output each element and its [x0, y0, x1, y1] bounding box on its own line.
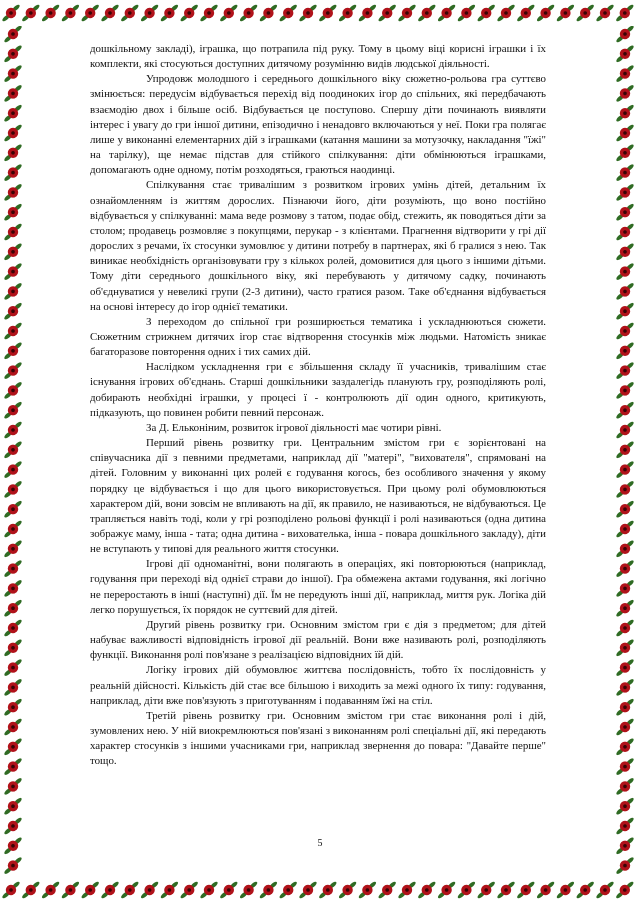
paragraph-11: Третій рівень розвитку гри. Основним змістом гри стає виконання ролі і дій, зумовлених нею. У ній виокремлюються пов'язані з виконанням ролі спеціальні дії, які передають характер стосунків з іншими учасниками гри, наприклад звернення до повара: "Давайте перше" тощо. — [90, 709, 547, 768]
flower-ornament-icon — [595, 4, 614, 23]
flower-ornament-icon — [3, 341, 22, 360]
flower-ornament-icon — [3, 658, 22, 677]
flower-ornament-icon — [80, 4, 99, 23]
flower-ornament-icon — [3, 718, 22, 737]
flower-ornament-icon — [615, 619, 634, 638]
ornamental-border-top — [0, 0, 638, 26]
flower-ornament-icon — [615, 658, 634, 677]
flower-ornament-icon — [615, 322, 634, 341]
flower-ornament-icon — [417, 4, 436, 23]
flower-ornament-icon — [3, 440, 22, 459]
flower-ornament-icon — [437, 4, 456, 23]
flower-ornament-icon — [338, 4, 357, 23]
flower-ornament-icon — [556, 4, 575, 23]
flower-ornament-icon — [457, 881, 476, 900]
flower-ornament-icon — [3, 500, 22, 519]
flower-ornament-icon — [615, 44, 634, 63]
flower-ornament-icon — [3, 124, 22, 143]
flower-ornament-icon — [3, 698, 22, 717]
flower-ornament-icon — [476, 881, 495, 900]
flower-ornament-icon — [259, 4, 278, 23]
flower-ornament-icon — [239, 881, 258, 900]
flower-ornament-icon — [615, 579, 634, 598]
flower-ornament-icon — [100, 881, 119, 900]
flower-ornament-icon — [3, 539, 22, 558]
flower-ornament-icon — [3, 757, 22, 776]
flower-ornament-icon — [3, 579, 22, 598]
paragraph-6: За Д. Ельконіним, розвиток ігрової діяльності має чотири рівні. — [146, 421, 442, 434]
flower-ornament-icon — [615, 381, 634, 400]
flower-ornament-icon — [615, 777, 634, 796]
flower-ornament-icon — [3, 84, 22, 103]
flower-ornament-icon — [615, 242, 634, 261]
flower-ornament-icon — [615, 881, 634, 900]
flower-ornament-icon — [377, 881, 396, 900]
paragraph-5: Наслідком ускладнення гри є збільшення складу її учасників, тривалішим стає існування ігрових об'єднань. Старші дошкільники заздалегідь планують гру, розподіляють ролі, добирають необхідні іграшки, у процесі ї - контролюють дії один одного, критикують, підказують, що повинен робити певний персонаж. — [90, 361, 546, 419]
flower-ornament-icon — [615, 480, 634, 499]
flower-ornament-icon — [496, 4, 515, 23]
flower-ornament-icon — [3, 44, 22, 63]
flower-ornament-icon — [3, 262, 22, 281]
flower-ornament-icon — [3, 856, 22, 875]
flower-ornament-icon — [3, 480, 22, 499]
flower-ornament-icon — [615, 797, 634, 816]
flower-ornament-icon — [3, 302, 22, 321]
flower-ornament-icon — [179, 881, 198, 900]
paragraph-3: Спілкування стає тривалішим з розвитком ігрових умінь дітей, детальним їх ознайомленням із життям дорослих. Пізнаючи його, діти розуміють, що воно постійно відбувається у спілкуванні: мама веде розмову з татом, подає обід, стежить, як поводяться діти за столом; продавець розмовляє з покупцями, перукар - з клієнтами. Прагнення відтворити у грі дії дорослих з речами, їх стосунки зумовлює у дитини потребу в партнерах, які б гралися з нею. Так виникає необхідність організовувати гру з кількох ролей, домовитися для цього з іншими дітьми. Тому діти середнього дошкільного віку, які перебувають у дитячому садку, починають об'єднуватися у невеликі групи (2-3 дитини), часто гратися разом. Таке об'єднання відбувається на основі інтересу до ігор однієї тематики. — [90, 179, 546, 313]
border-ornament-svg — [0, 877, 638, 903]
flower-ornament-icon — [615, 718, 634, 737]
flower-ornament-icon — [3, 223, 22, 242]
border-ornament-svg — [0, 0, 638, 26]
ornamental-border-right — [612, 26, 638, 877]
flower-ornament-icon — [615, 836, 634, 855]
flower-ornament-icon — [3, 282, 22, 301]
flower-ornament-icon — [41, 881, 60, 900]
flower-ornament-icon — [3, 836, 22, 855]
flower-ornament-icon — [160, 4, 179, 23]
paragraph-9: Другий рівень розвитку гри. Основним змістом гри є дія з предметом; для дітей набуває важливості відповідність ігрової дії реальній. Вони вже називають ролі, розподіляють функції. Виконання ролі пов'язане з реалізацією відповідних їй дій. — [90, 618, 546, 662]
paragraph-8: Ігрові дії одноманітні, вони полягають в операціях, які повторюються (наприклад, годування при переході від однієї страви до іншої). Гра обмежена актами годування, які логічно не переростають в інші (наступні) дії. Їм не передують інші дії, наприклад, миття рук. Логіка дій легко порушується, їх порядок не суттєвий для дітей. — [90, 558, 546, 616]
flower-ornament-icon — [615, 223, 634, 242]
flower-ornament-icon — [516, 4, 535, 23]
paragraph-4: З переходом до спільної гри розширюється тематика і ускладнюються сюжети. Сюжетним стрижнем дитячих ігор стає відтворення стосунків між людьми. Натомість зникає багаторазове повторення одних і тих самих дій. — [90, 315, 546, 359]
flower-ornament-icon — [615, 440, 634, 459]
flower-ornament-icon — [615, 678, 634, 697]
flower-ornament-icon — [615, 559, 634, 578]
flower-ornament-icon — [615, 64, 634, 83]
flower-ornament-icon — [1, 881, 20, 900]
border-ornament-svg — [0, 26, 26, 877]
flower-ornament-icon — [3, 104, 22, 123]
flower-ornament-icon — [239, 4, 258, 23]
flower-ornament-icon — [318, 4, 337, 23]
flower-ornament-icon — [615, 757, 634, 776]
flower-ornament-icon — [120, 4, 139, 23]
paragraph-10: Логіку ігрових дій обумовлює життєва послідовність, тобто їх послідовність у реальній дійсності. Кількість дій стає все більшою і виходить за межі одного їх типу: годування, наприклад, діти вже пов'язують з приготуванням і подаванням їжі на стіл. — [90, 664, 546, 707]
ornamental-border-bottom — [0, 877, 638, 903]
flower-ornament-icon — [536, 881, 555, 900]
flower-ornament-icon — [615, 341, 634, 360]
document-page — [90, 42, 546, 862]
flower-ornament-icon — [615, 421, 634, 440]
flower-ornament-icon — [358, 4, 377, 23]
flower-ornament-icon — [3, 520, 22, 539]
flower-ornament-icon — [536, 4, 555, 23]
flower-ornament-icon — [615, 203, 634, 222]
flower-ornament-icon — [595, 881, 614, 900]
flower-ornament-icon — [298, 881, 317, 900]
flower-ornament-icon — [437, 881, 456, 900]
flower-ornament-icon — [41, 4, 60, 23]
flower-ornament-icon — [259, 881, 278, 900]
flower-ornament-icon — [575, 881, 594, 900]
paragraph-2: Упродовж молодшого і середнього дошкільного віку сюжетно-рольова гра суттєво змінюється: передусім відбувається перехід від поодиноких ігор до спільних, які передбачають взаємодію двох і більше осіб. Відбувається це поступово. Спершу діти починають виявляти інтерес і увагу до гри іншої дитини, епізодично і ненадовго включаються у неї. Поки гра полягає лише у виконанні елементарних дій з іграшками (катання машини за мотузочку, накладання "їжі" на тарілку), ще немає підстав для стійкого спілкування: діти обмінюються іграшками, допомагають одне одному, потім розходяться, граються наодинці. — [90, 73, 546, 177]
flower-ornament-icon — [120, 881, 139, 900]
flower-ornament-icon — [615, 26, 634, 43]
flower-ornament-icon — [3, 817, 22, 836]
flower-ornament-icon — [615, 124, 634, 143]
flower-ornament-icon — [3, 797, 22, 816]
flower-ornament-icon — [3, 242, 22, 261]
flower-ornament-icon — [61, 881, 80, 900]
flower-ornament-icon — [496, 881, 515, 900]
flower-ornament-icon — [615, 599, 634, 618]
flower-ornament-icon — [278, 881, 297, 900]
flower-ornament-icon — [3, 599, 22, 618]
flower-ornament-icon — [1, 4, 20, 23]
flower-ornament-icon — [615, 856, 634, 875]
flower-ornament-icon — [219, 881, 238, 900]
flower-ornament-icon — [615, 4, 634, 23]
flower-ornament-icon — [21, 881, 40, 900]
flower-ornament-icon — [615, 520, 634, 539]
flower-ornament-icon — [417, 881, 436, 900]
flower-ornament-icon — [3, 421, 22, 440]
paragraph-1: дошкільному закладі), іграшка, що потрапила під руку. Тому в цьому віці корисні іграшки і їх комплекти, які стосуються доступних дитячому розумінню видів людської діяльності. — [90, 43, 546, 71]
flower-ornament-icon — [80, 881, 99, 900]
flower-ornament-icon — [3, 777, 22, 796]
flower-ornament-icon — [160, 881, 179, 900]
flower-ornament-icon — [3, 638, 22, 657]
flower-ornament-icon — [615, 539, 634, 558]
flower-ornament-icon — [615, 104, 634, 123]
flower-ornament-icon — [298, 4, 317, 23]
flower-ornament-icon — [615, 163, 634, 182]
flower-ornament-icon — [3, 619, 22, 638]
flower-ornament-icon — [3, 678, 22, 697]
ornamental-border-left — [0, 26, 26, 877]
flower-ornament-icon — [338, 881, 357, 900]
flower-ornament-icon — [3, 559, 22, 578]
flower-ornament-icon — [397, 4, 416, 23]
flower-ornament-icon — [3, 183, 22, 202]
flower-ornament-icon — [3, 322, 22, 341]
flower-ornament-icon — [140, 881, 159, 900]
flower-ornament-icon — [3, 381, 22, 400]
paragraph-7: Перший рівень розвитку гри. Центральним змістом гри є зорієнтовані на співучасника дії з певними предметами, наприклад дії "матері", "вихователя", спрямовані на дітей. Головним у виконанні цих ролей є годування когось, без особливого значення у якому порядку це відбувається і що для цього використовується. При цьому ролі обумовлюються характером дій, вони зовсім не впливають на дії, як правило, не називаються, не відбуваються. Це трапляється навіть тоді, коли у грі розподілено рольові функції і ролі називаються (одна дитина зображує маму, інша - тата; одна дитина - вихователька, інша - повара дошкільного закладу), діти не вступають у типові для реального життя стосунки. — [90, 437, 546, 556]
flower-ornament-icon — [3, 64, 22, 83]
flower-ornament-icon — [3, 203, 22, 222]
flower-ornament-icon — [278, 4, 297, 23]
flower-ornament-icon — [377, 4, 396, 23]
flower-ornament-icon — [100, 4, 119, 23]
flower-ornament-icon — [3, 737, 22, 756]
flower-ornament-icon — [615, 262, 634, 281]
flower-ornament-icon — [615, 698, 634, 717]
flower-ornament-icon — [61, 4, 80, 23]
flower-ornament-icon — [457, 4, 476, 23]
flower-ornament-icon — [615, 737, 634, 756]
flower-ornament-icon — [3, 26, 22, 43]
flower-ornament-icon — [3, 163, 22, 182]
flower-ornament-icon — [615, 460, 634, 479]
flower-ornament-icon — [318, 881, 337, 900]
flower-ornament-icon — [615, 183, 634, 202]
flower-ornament-icon — [3, 460, 22, 479]
flower-ornament-icon — [476, 4, 495, 23]
flower-ornament-icon — [615, 500, 634, 519]
flower-ornament-icon — [199, 4, 218, 23]
flower-ornament-icon — [3, 143, 22, 162]
flower-ornament-icon — [199, 881, 218, 900]
flower-ornament-icon — [615, 84, 634, 103]
flower-ornament-icon — [575, 4, 594, 23]
flower-ornament-icon — [358, 881, 377, 900]
flower-ornament-icon — [615, 817, 634, 836]
flower-ornament-icon — [556, 881, 575, 900]
border-ornament-svg — [612, 26, 638, 877]
flower-ornament-icon — [21, 4, 40, 23]
page-number: 5 — [317, 838, 323, 849]
flower-ornament-icon — [615, 401, 634, 420]
flower-ornament-icon — [615, 361, 634, 380]
flower-ornament-icon — [140, 4, 159, 23]
flower-ornament-icon — [615, 282, 634, 301]
flower-ornament-icon — [397, 881, 416, 900]
flower-ornament-icon — [615, 638, 634, 657]
flower-ornament-icon — [3, 361, 22, 380]
flower-ornament-icon — [615, 143, 634, 162]
flower-ornament-icon — [179, 4, 198, 23]
flower-ornament-icon — [219, 4, 238, 23]
flower-ornament-icon — [516, 881, 535, 900]
flower-ornament-icon — [615, 302, 634, 321]
flower-ornament-icon — [3, 401, 22, 420]
